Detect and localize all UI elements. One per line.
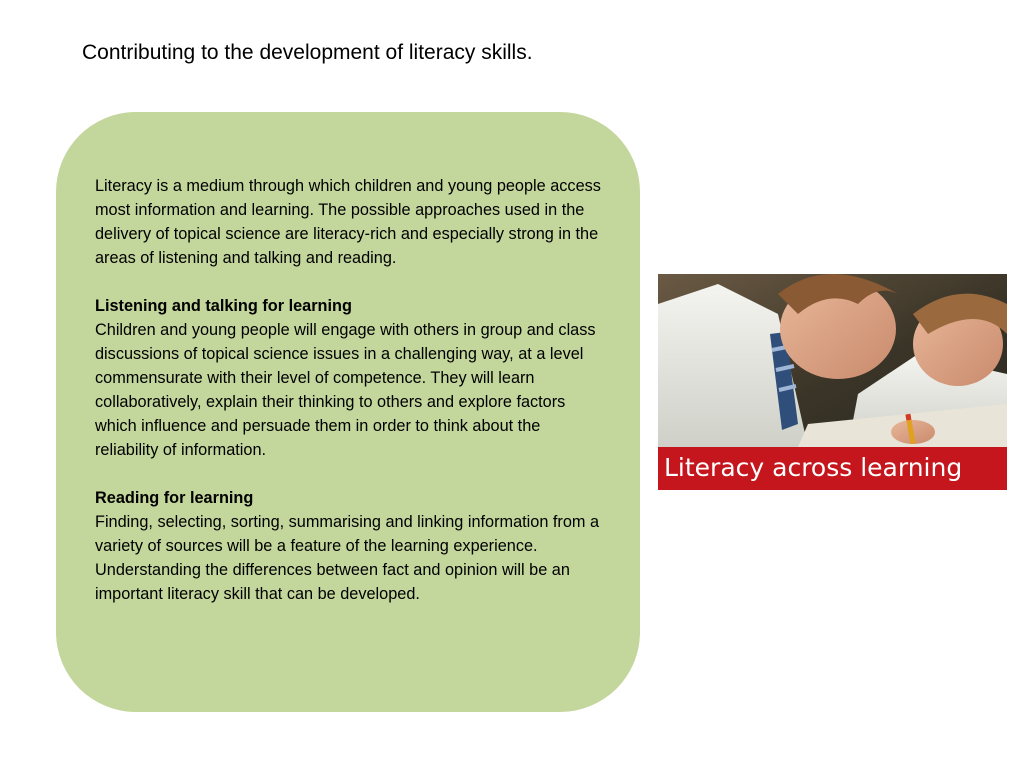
reading-section xyxy=(95,486,605,606)
section-heading-reading: Reading for learning xyxy=(95,489,254,507)
section-heading-listening: Listening and talking for learning xyxy=(95,297,352,315)
slide-title: Contributing to the development of literacy skills. xyxy=(82,41,533,64)
students-writing-illustration xyxy=(658,274,1007,447)
literacy-photo xyxy=(658,274,1007,490)
section-body-reading: Finding, selecting, sorting, summarising and linking information from a variety of sources will be a feature of the learning experience. Understanding the differences between fact and opinion will be an important literacy skill that can be developed. xyxy=(95,513,600,603)
panel-text xyxy=(95,174,605,606)
photo-caption-bar xyxy=(658,447,1007,490)
intro-paragraph: Literacy is a medium through which children and young people access most information and learning. The possible approaches used in the delivery of topical science are literacy-rich and especially strong in the areas of listening and talking and reading. xyxy=(95,177,601,267)
content-panel xyxy=(56,112,640,712)
section-body-listening: Children and young people will engage with others in group and class discussions of topical science issues in a challenging way, at a level commensurate with their level of competence. They will learn collaboratively, explain their thinking to others and explore factors which influence and persuade them in order to think about the reliability of information. xyxy=(95,321,596,459)
photo-caption: Literacy across learning xyxy=(664,453,963,482)
listening-section xyxy=(95,294,605,462)
